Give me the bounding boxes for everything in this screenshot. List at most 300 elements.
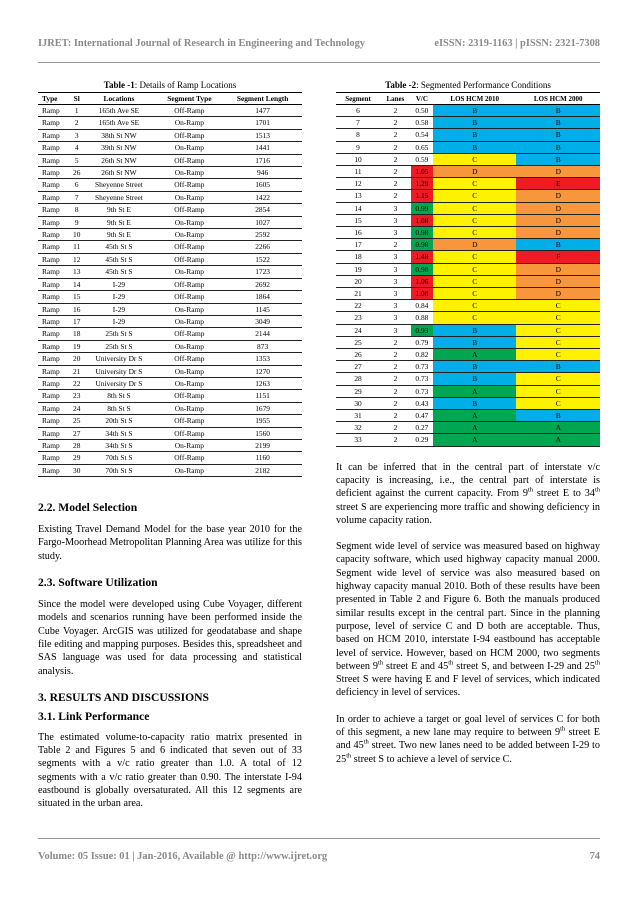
table-cell: D (433, 239, 516, 251)
table-cell: C (516, 373, 600, 385)
table-cell: 946 (223, 167, 302, 179)
table-cell: 2 (380, 190, 411, 202)
table-row (38, 452, 302, 464)
table-cell: Ramp (38, 191, 71, 203)
table-cell: 2 (380, 153, 411, 165)
table-cell: 2144 (223, 328, 302, 340)
table-cell: Off-Ramp (156, 328, 224, 340)
table-row (38, 278, 302, 290)
table-cell: 0.73 (411, 385, 433, 397)
table-cell: 0.84 (411, 300, 433, 312)
table-cell: 1522 (223, 253, 302, 265)
column-header: Lanes (380, 93, 411, 105)
table-cell: Ramp (38, 415, 71, 427)
table-cell: C (516, 385, 600, 397)
table-cell: 25th St S (82, 328, 155, 340)
table-cell: On-Ramp (156, 142, 224, 154)
table-cell: Ramp (38, 303, 71, 315)
table-cell: 27 (336, 361, 380, 373)
table-cell: Ramp (38, 253, 71, 265)
table-cell: 1353 (223, 353, 302, 365)
table-cell: A (433, 422, 516, 434)
table-cell: 1701 (223, 117, 302, 129)
table-cell: 30 (336, 397, 380, 409)
table-row (38, 427, 302, 439)
table-cell: On-Ramp (156, 365, 224, 377)
header-rule (38, 62, 600, 63)
table-cell: 1679 (223, 402, 302, 414)
table-cell: 2592 (223, 229, 302, 241)
table-cell: 23 (336, 312, 380, 324)
table-cell: 1513 (223, 129, 302, 141)
link-performance-heading: 3.1. Link Performance (38, 709, 150, 723)
table-cell: 5 (71, 154, 82, 166)
table-cell: 1 (71, 105, 82, 117)
table-cell: B (433, 141, 516, 153)
table-cell: 0.98 (411, 263, 433, 275)
table-row (336, 178, 600, 190)
table-cell: B (516, 117, 600, 129)
software-text: Since the model were developed using Cube Voyager, different models and scenarios running have been performed inside the Cube Voyager. ArcGIS was utilized for geodatabase and shape file editing and mapping purposes. Besides this, spreadsheet and SAS language was used for data processing and statistical analysis. (38, 599, 302, 677)
table-cell: On-Ramp (156, 117, 224, 129)
journal-title: IJRET: International Journal of Research in Engineering and Technology (38, 38, 365, 49)
table-cell: C (433, 263, 516, 275)
table-cell: 165th Ave SE (82, 105, 155, 117)
table-cell: 2 (380, 422, 411, 434)
table-row (336, 105, 600, 117)
results-heading: 3. RESULTS AND DISCUSSIONS (38, 690, 209, 704)
table-row (336, 251, 600, 263)
table-cell: C (433, 214, 516, 226)
table-cell: D (516, 275, 600, 287)
table-cell: A (516, 422, 600, 434)
table-cell: Off-Ramp (156, 154, 224, 166)
table-cell: 1.08 (411, 214, 433, 226)
table-cell: 2 (380, 336, 411, 348)
table-cell: B (433, 324, 516, 336)
table-row (38, 204, 302, 216)
table-cell: B (516, 361, 600, 373)
table-cell: C (433, 312, 516, 324)
table-cell: Off-Ramp (156, 452, 224, 464)
table-cell: 2 (380, 397, 411, 409)
table-cell: I-29 (82, 278, 155, 290)
table-row (38, 402, 302, 414)
table-cell: 2 (380, 117, 411, 129)
table-cell: Off-Ramp (156, 353, 224, 365)
table-cell: A (516, 434, 600, 446)
table-cell: 7 (336, 117, 380, 129)
table-cell: C (433, 300, 516, 312)
table-row (336, 239, 600, 251)
table-cell: 26th St NW (82, 154, 155, 166)
table-cell: 2266 (223, 241, 302, 253)
table-row (336, 129, 600, 141)
table-cell: 1864 (223, 291, 302, 303)
table-row (336, 263, 600, 275)
table-cell: 0.79 (411, 336, 433, 348)
table-cell: 31 (336, 410, 380, 422)
table-cell: 70th St S (82, 464, 155, 476)
table-row (38, 266, 302, 278)
table-cell: 8 (336, 129, 380, 141)
table-cell: 17 (336, 239, 380, 251)
table-cell: 0.59 (411, 153, 433, 165)
table-cell: 22 (336, 300, 380, 312)
table-cell: Ramp (38, 427, 71, 439)
table-cell: 2 (380, 410, 411, 422)
table-cell: A (433, 385, 516, 397)
table-cell: 2 (380, 349, 411, 361)
table-cell: Off-Ramp (156, 105, 224, 117)
table-cell: Ramp (38, 340, 71, 352)
table-cell: Ramp (38, 278, 71, 290)
table-cell: 0.54 (411, 129, 433, 141)
table-cell: Ramp (38, 117, 71, 129)
table-cell: 2199 (223, 439, 302, 451)
table-cell: B (433, 129, 516, 141)
table-cell: Sheyenne Street (82, 179, 155, 191)
table-cell: 38th St NW (82, 129, 155, 141)
table-row (38, 353, 302, 365)
table-row (336, 141, 600, 153)
table-cell: Ramp (38, 377, 71, 389)
table-cell: Ramp (38, 229, 71, 241)
table-cell: 1.06 (411, 275, 433, 287)
table-cell: 14 (336, 202, 380, 214)
table-cell: C (433, 275, 516, 287)
table-cell: 8th St S (82, 390, 155, 402)
table-row (38, 167, 302, 179)
table-cell: 3049 (223, 315, 302, 327)
table-cell: 45th St S (82, 241, 155, 253)
table-cell: 1477 (223, 105, 302, 117)
table-cell: 3 (380, 275, 411, 287)
table-row (38, 179, 302, 191)
table-cell: C (516, 336, 600, 348)
table-cell: 0.73 (411, 361, 433, 373)
table-row (38, 291, 302, 303)
table-cell: Ramp (38, 464, 71, 476)
table-cell: 26 (73, 168, 81, 178)
table-cell: 3 (71, 129, 82, 141)
table-cell: 2854 (223, 204, 302, 216)
table-row (38, 365, 302, 377)
table-row (336, 166, 600, 178)
table-cell: 34th St S (82, 427, 155, 439)
table-cell: On-Ramp (156, 303, 224, 315)
table2-caption: Table -2: Segmented Performance Conditions (385, 80, 551, 90)
running-header (38, 38, 600, 49)
table-cell: 2 (380, 434, 411, 446)
table-cell: Ramp (38, 365, 71, 377)
table-cell: On-Ramp (156, 216, 224, 228)
column-header: Type (38, 93, 71, 105)
table-cell: C (516, 300, 600, 312)
table-cell: 2 (380, 166, 411, 178)
table-cell: C (433, 251, 516, 263)
table-cell: 1723 (223, 266, 302, 278)
table-cell: 20th St S (82, 415, 155, 427)
table-cell: 45th St S (82, 266, 155, 278)
table-cell: D (516, 202, 600, 214)
table-cell: 1160 (223, 452, 302, 464)
table-cell: 1716 (223, 154, 302, 166)
table-cell: I-29 (82, 291, 155, 303)
table-cell: 6 (71, 179, 82, 191)
table-cell: B (433, 361, 516, 373)
table-row (336, 153, 600, 165)
table-cell: Off-Ramp (156, 204, 224, 216)
table-cell: Ramp (38, 315, 71, 327)
table-cell: 14 (73, 279, 81, 289)
table-cell: 3 (380, 251, 411, 263)
table-cell: 0.47 (411, 410, 433, 422)
table-cell: 3 (380, 288, 411, 300)
table-cell: On-Ramp (156, 340, 224, 352)
table-row (38, 303, 302, 315)
table-row (336, 202, 600, 214)
table-cell: 26 (336, 349, 380, 361)
table-cell: Off-Ramp (156, 129, 224, 141)
table-cell: 9th St E (82, 204, 155, 216)
table-cell: On-Ramp (156, 315, 224, 327)
table-cell: University Dr S (82, 353, 155, 365)
table-cell: E (516, 178, 600, 190)
table-cell: Off-Ramp (156, 415, 224, 427)
inference-paragraph: It can be inferred that in the central part of interstate v/c capacity is increasing, i.e., the central part of interstate is deficient against the current capacity. From 9th street E to 34th street S are experiencing more traffic and showing deficiency in volume capacity ration. (336, 461, 600, 526)
table-cell: Ramp (38, 154, 71, 166)
table-row (38, 328, 302, 340)
table-cell: 25 (73, 416, 81, 426)
table-row (336, 349, 600, 361)
table-cell: 10 (336, 153, 380, 165)
table-cell: C (516, 349, 600, 361)
table-cell: 1.48 (411, 251, 433, 263)
model-selection-heading: 2.2. Model Selection (38, 501, 138, 515)
table-cell: 2 (71, 117, 82, 129)
table-cell: Ramp (38, 402, 71, 414)
table-cell: I-29 (82, 303, 155, 315)
table-cell: On-Ramp (156, 439, 224, 451)
table-cell: Ramp (38, 204, 71, 216)
table-row (38, 191, 302, 203)
table-cell: 18 (73, 329, 81, 339)
table-cell: On-Ramp (156, 266, 224, 278)
table-row (38, 377, 302, 389)
software-heading: 2.3. Software Utilization (38, 576, 158, 590)
table-cell: 17 (73, 316, 81, 326)
table-cell: 3 (380, 312, 411, 324)
table-cell: 1441 (223, 142, 302, 154)
table-cell: Ramp (38, 452, 71, 464)
right-column (336, 80, 600, 766)
table-cell: On-Ramp (156, 464, 224, 476)
table-cell: 1560 (223, 427, 302, 439)
table-row (336, 361, 600, 373)
table-row (336, 312, 600, 324)
table-cell: 1.08 (411, 288, 433, 300)
table-cell: D (516, 288, 600, 300)
table-cell: 0.65 (411, 141, 433, 153)
table-cell: 6 (336, 105, 380, 117)
table-cell: 11 (71, 241, 82, 253)
table-cell: 3 (380, 214, 411, 226)
table-row (336, 300, 600, 312)
table-cell: 1263 (223, 377, 302, 389)
table-row (336, 117, 600, 129)
table-row (336, 336, 600, 348)
table-cell: 20 (336, 275, 380, 287)
table-cell: 0.98 (411, 227, 433, 239)
table-cell: Ramp (38, 353, 71, 365)
table-cell: 9th St E (82, 229, 155, 241)
table-cell: B (433, 117, 516, 129)
table-cell: 8th St S (82, 402, 155, 414)
table-cell: 10 (73, 230, 81, 240)
table-cell: 9th St E (82, 216, 155, 228)
table-cell: 21 (73, 366, 81, 376)
column-header: Locations (82, 93, 155, 105)
table-cell: 0.27 (411, 422, 433, 434)
table-cell: Off-Ramp (156, 253, 224, 265)
table-cell: 1.15 (411, 190, 433, 202)
table-cell: 25th St S (82, 340, 155, 352)
table-cell: 28 (73, 440, 81, 450)
footer-rule (38, 838, 600, 839)
table-row (38, 464, 302, 476)
table-cell: 3 (380, 202, 411, 214)
table-cell: Ramp (38, 439, 71, 451)
table-cell: 34th St S (82, 439, 155, 451)
model-selection-text: Existing Travel Demand Model for the base year 2010 for the Fargo-Moorhead Metropolitan Planning Area was utilize for this study. (38, 524, 302, 562)
table-cell: Sheyenne Street (82, 191, 155, 203)
table1-caption: Table -1: Details of Ramp Locations (103, 80, 237, 90)
table-cell: B (516, 105, 600, 117)
performance-conditions-table (336, 92, 600, 447)
table-cell: 3 (380, 227, 411, 239)
table-cell: 13 (73, 267, 81, 277)
table-row (38, 229, 302, 241)
table-row (38, 216, 302, 228)
table-cell: 2 (380, 373, 411, 385)
table-cell: Ramp (38, 105, 71, 117)
table-row (38, 253, 302, 265)
table-cell: Ramp (38, 291, 71, 303)
link-performance-text: The estimated volume-to-capacity ratio matrix presented in Table 2 and Figures 5 and 6 indicated that seven out of 33 segments with a v/c ratio greater than 1.0. A total of 12 segments with a v/c ratio greater than 0.90. The interstate I-94 eastbound is globally oversaturated. All this 12 segments are situated in the urban area. (38, 731, 302, 810)
table-cell: 9 (336, 141, 380, 153)
table-row (336, 410, 600, 422)
table-row (336, 288, 600, 300)
table-cell: F (516, 251, 600, 263)
table-row (336, 275, 600, 287)
issn: eISSN: 2319-1163 | pISSN: 2321-7308 (434, 38, 600, 49)
table-cell: University Dr S (82, 377, 155, 389)
table-cell: B (516, 239, 600, 251)
table-cell: 24 (336, 324, 380, 336)
table-cell: Off-Ramp (156, 278, 224, 290)
table-cell: 28 (336, 373, 380, 385)
table-cell: 32 (336, 422, 380, 434)
table-cell: B (433, 105, 516, 117)
table-cell: 1145 (223, 303, 302, 315)
table-cell: 2 (380, 361, 411, 373)
table-cell: 0.93 (411, 324, 433, 336)
column-header: V/C (411, 93, 433, 105)
table-cell: 13 (336, 190, 380, 202)
table-cell: Ramp (38, 328, 71, 340)
table-cell: B (516, 141, 600, 153)
table-cell: Off-Ramp (156, 241, 224, 253)
table-cell: D (516, 190, 600, 202)
column-header: Sl (71, 93, 82, 105)
table-cell: C (433, 190, 516, 202)
table-cell: 1.05 (411, 166, 433, 178)
table-cell: 2 (380, 178, 411, 190)
table-cell: Ramp (38, 179, 71, 191)
table-cell: Ramp (38, 266, 71, 278)
table-cell: Ramp (38, 167, 71, 179)
page-number: 74 (589, 851, 600, 862)
table-cell: 19 (73, 341, 81, 351)
table-cell: B (433, 397, 516, 409)
table-cell: Off-Ramp (156, 427, 224, 439)
table-cell: 18 (336, 251, 380, 263)
table-cell: 25 (336, 336, 380, 348)
table-cell: Ramp (38, 129, 71, 141)
table-cell: D (516, 166, 600, 178)
table-row (38, 129, 302, 141)
column-header: Segment Type (156, 93, 224, 105)
table-cell: 2182 (223, 464, 302, 476)
table-row (38, 439, 302, 451)
table-cell: 39th St NW (82, 142, 155, 154)
table-row (38, 154, 302, 166)
table-cell: 1422 (223, 191, 302, 203)
table-cell: B (433, 336, 516, 348)
table-cell: 9 (71, 216, 82, 228)
table-cell: Ramp (38, 142, 71, 154)
table-row (38, 315, 302, 327)
table-cell: 3 (380, 300, 411, 312)
table-cell: 12 (336, 178, 380, 190)
page-footer (38, 851, 600, 862)
table-row (38, 390, 302, 402)
table-cell: 2692 (223, 278, 302, 290)
table-cell: B (516, 410, 600, 422)
table-cell: 15 (73, 292, 81, 302)
table-cell: 30 (73, 465, 81, 475)
table-cell: University Dr S (82, 365, 155, 377)
table-cell: D (516, 263, 600, 275)
table-row (38, 105, 302, 117)
table-row (336, 397, 600, 409)
column-header: LOS HCM 2000 (516, 93, 600, 105)
table-cell: A (433, 349, 516, 361)
table-cell: 1151 (223, 390, 302, 402)
table-cell: 1605 (223, 179, 302, 191)
table-cell: 0.29 (411, 434, 433, 446)
table-row (336, 324, 600, 336)
table-cell: Ramp (38, 216, 71, 228)
table-cell: C (516, 324, 600, 336)
table-cell: B (433, 373, 516, 385)
table-row (38, 340, 302, 352)
lane-requirement-paragraph: In order to achieve a target or goal level of services C for both of this segment, a new lane may require to between 9th street E and 45th street. Two new lanes need to be added between I-29 to 25th street S to achieve a level of service C. (336, 713, 600, 765)
table-cell: 8 (71, 204, 82, 216)
table-cell: A (433, 434, 516, 446)
table-cell: Ramp (38, 241, 71, 253)
